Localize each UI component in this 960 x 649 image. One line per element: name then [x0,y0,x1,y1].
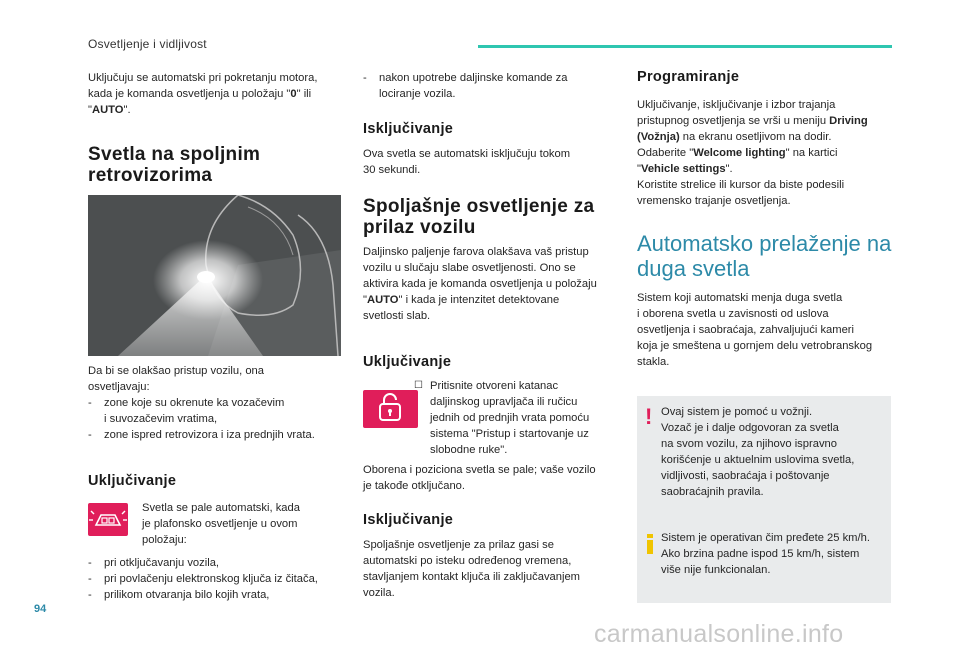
heading-auto-high-beam: Automatsko prelaženje na duga svetla [637,231,892,281]
info-icon [647,534,653,554]
col2-exterior-text: Daljinsko paljenje farova olakšava vaš pristup vozilu u slučaju slabe osvetljenosti. Ono se aktivira kada je komanda osvetljenja u položaju "AUTO" i kada je intenzitet detektovane svetlosti slab. [363,246,597,322]
mirror-light-photo [88,195,341,356]
heading-switch-on-2: Uključivanje [363,354,452,370]
heading-exterior-lighting: Spoljašnje osvetljenje za prilaz vozilu [363,196,595,238]
col2-off1-text: Ova svetla se automatski isključuju tokom 30 sekundi. [363,148,571,176]
heading-mirror-lights: Svetla na spoljnim retrovizorima [88,144,261,186]
warning-icon: ! [645,404,653,429]
page-number: 94 [34,603,47,615]
bullet-icon: ☐ [414,380,423,391]
list-item: - prilikom otvaranja bilo kojih vrata, [88,587,350,603]
heading-switch-off-2: Isključivanje [363,512,454,528]
col3-auto-text: Sistem koji automatski menja duga svetla i oborena svetla u zavisnosti od uslova osvetljenja i saobraćaja, zahvaljujući kameri koja je smeštena u gornjem delu vetrobranskog stakla. [637,292,873,368]
col2-on2-after: Oborena i poziciona svetla se pale; vaše vozilo je takođe otključano. [363,464,596,492]
heading-programming: Programiranje [637,69,740,85]
list-item: - pri povlačenju elektronskog ključa iz čitača, [88,571,350,587]
col2-off2-text: Spoljašnje osvetljenje za prilaz gasi se automatski po isteku određenog vremena, stavljanjem kontakt ključa ili zaključavanjem vozila. [363,539,581,599]
watermark: carmanualsonline.info [594,620,844,648]
col1-on-list [88,555,350,603]
col2-on2-text: ☐ Pritisnite otvoreni katanac daljinskog upravljača ili ručicu jednih od prednjih vrata pomoću sistema "Pristup i startovanje uz slobodne ruke". [414,380,590,456]
col1-on-text: Svetla se pale automatski, kada je plafonsko osvetljenje u ovom položaju: [142,502,300,546]
heading-switch-on-1: Uključivanje [88,473,177,489]
col1-intro: Uključuju se automatski pri pokretanju motora, kada je komanda osvetljenja u položaju "0" ili "AUTO". [88,72,318,116]
info-text: Sistem je operativan čim pređete 25 km/h. Ako brzina padne ispod 15 km/h, sistem više nije funkcionalan. [661,532,870,576]
col3-prog-text: Uključivanje, isključivanje i izbor trajanja pristupnog osvetljenja se vrši u meniju Driving (Vožnja) na ekranu osetljivom na dodir. Odaberite "Welcome lighting" na kartici "Vehicle settings". Koristite strelice ili kursor da biste podesili vremensko trajanje osvetljenja. [637,99,868,207]
header-accent-bar [478,45,892,48]
heading-switch-off-1: Isključivanje [363,121,454,137]
col2-cont: - nakon upotrebe daljinske komande za lociranje vozila. [363,70,623,102]
unlock-padlock-icon [363,390,418,428]
col1-access: Da bi se olakšao pristup vozilu, ona osvetljavaju: - zone koje su okrenute ka vozačevim i suvozačevim vratima, - zone ispred retrovizora i iza prednjih vrata. [88,363,350,443]
dome-light-icon [88,503,128,536]
warning-text: Ovaj sistem je pomoć u vožnji. Vozač je i dalje odgovoran za svetla na svom vozilu, za njihovo ispravno korišćenje u aktuelnim uslovima svetla, vidljivosti, saobraćaja i poštovanje saobraćajnih pravila. [661,406,855,498]
list-item: - pri otključavanju vozila, [88,555,350,571]
section-header: Osvetljenje i vidljivost [88,37,207,51]
